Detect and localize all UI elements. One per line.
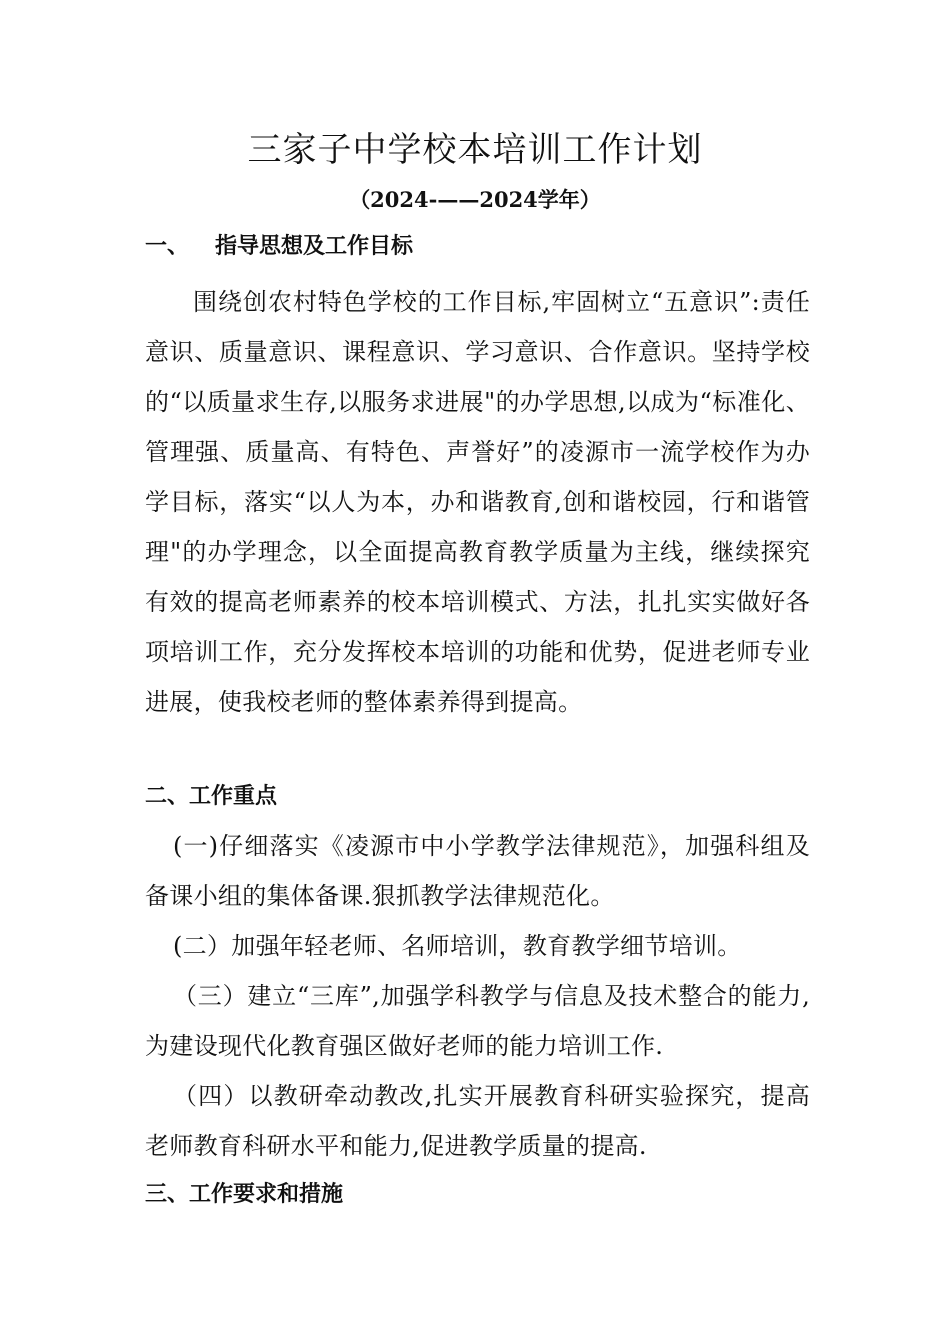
section-title: 工作要求和措施 xyxy=(189,1182,344,1207)
section-1-paragraph-1: 围绕创农村特色学校的工作目标,牢固树立“五意识”:责任意识、质量意识、课程意识、学习意识、合作意识。坚持学校的“以质量求生存,以服务求进展"的办学思想,以成为“标准化、管理强、质量高、有特色、声誉好”的凌源市一流学校作为办学目标，落实“以人为本，办和谐教育,创和谐校园，行和谐管理"的办学理念，以全面提高教育教学质量为主线，继续探究有效的提高老师素养的校本培训模式、方法，扎扎实实做好各项培训工作，充分发挥校本培训的功能和优势，促进老师专业进展，使我校老师的整体素养得到提高。 xyxy=(145,288,810,716)
section-number: 二、 xyxy=(145,784,190,809)
section-heading-3 xyxy=(145,1180,343,1210)
section-2-item-1: (一)仔细落实《凌源市中小学教学法律规范》，加强科组及备课小组的集体备课.狠抓教学法律规范化。 xyxy=(145,832,810,910)
section-number: 一、 xyxy=(145,234,190,259)
section-title: 指导思想及工作目标 xyxy=(215,234,414,259)
section-heading-1 xyxy=(145,232,413,262)
section-title: 工作重点 xyxy=(189,784,278,809)
document-subtitle: （2024-——2024学年） xyxy=(349,187,601,212)
section-number: 三、 xyxy=(145,1182,190,1207)
document-title: 三家子中学校本培训工作计划 xyxy=(247,130,703,170)
section-2-item-3: （三）建立“三库”,加强学科教学与信息及技术整合的能力,为建设现代化教育强区做好老师的能力培训工作. xyxy=(145,982,810,1060)
section-heading-2 xyxy=(145,782,277,812)
section-2-item-2: (二）加强年轻老师、名师培训，教育教学细节培训。 xyxy=(173,932,742,960)
section-2-item-4: （四）以教研牵动教改,扎实开展教育科研实验探究，提高老师教育科研水平和能力,促进教学质量的提高. xyxy=(145,1082,810,1160)
